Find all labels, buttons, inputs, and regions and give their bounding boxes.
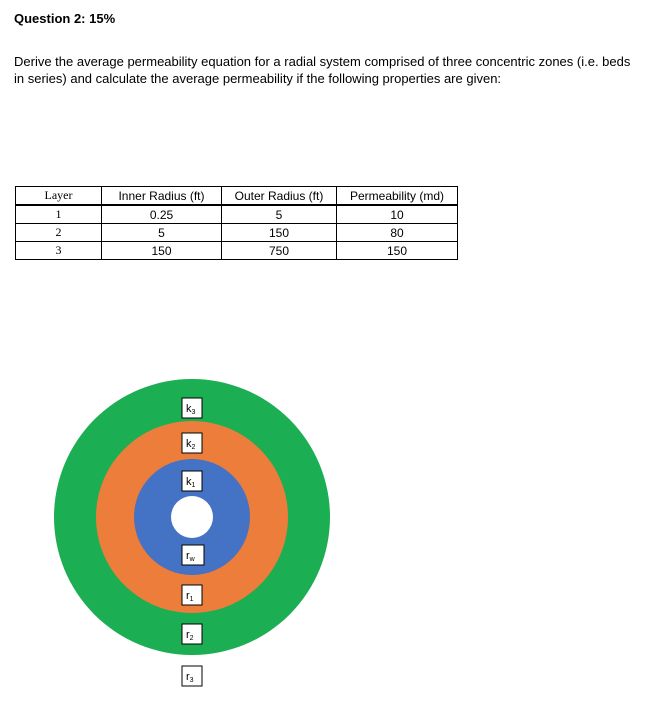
svg-text:k2: k2 [186, 438, 196, 451]
svg-text:rw: rw [186, 550, 195, 563]
header-permeability: Permeability (md) [337, 187, 458, 206]
svg-text:r1: r1 [186, 590, 194, 603]
label-r3 [182, 666, 202, 686]
cell-inner-radius: 5 [102, 224, 222, 242]
cell-layer: 3 [16, 242, 102, 260]
header-inner-radius: Inner Radius (ft) [102, 187, 222, 206]
svg-text:r3: r3 [186, 671, 194, 684]
cell-outer-radius: 150 [222, 224, 337, 242]
cell-outer-radius: 5 [222, 205, 337, 224]
label-r2 [182, 624, 202, 644]
cell-inner-radius: 150 [102, 242, 222, 260]
radial-zones-diagram [50, 380, 340, 690]
table-header-row [16, 187, 458, 206]
table-row [16, 224, 458, 242]
svg-text:r2: r2 [186, 629, 194, 642]
cell-inner-radius: 0.25 [102, 205, 222, 224]
label-r1 [182, 585, 202, 605]
question-text: Derive the average permeability equation for a radial system comprised of three concentric zones (i.e. beds in series) and calculate the average permeability if the following properties are given: [14, 54, 631, 86]
cell-permeability: 10 [337, 205, 458, 224]
cell-permeability: 80 [337, 224, 458, 242]
question-title: Question 2: 15% [14, 11, 116, 26]
table-row [16, 205, 458, 224]
wellbore-circle [171, 496, 213, 538]
properties-table [15, 186, 458, 260]
svg-text:k1: k1 [186, 476, 196, 489]
label-k3 [182, 398, 202, 418]
header-layer: Layer [16, 187, 102, 206]
svg-text:k3: k3 [186, 403, 196, 416]
cell-layer: 2 [16, 224, 102, 242]
cell-layer: 1 [16, 205, 102, 224]
cell-outer-radius: 750 [222, 242, 337, 260]
label-rw [182, 545, 204, 565]
label-k1 [182, 471, 202, 491]
cell-permeability: 150 [337, 242, 458, 260]
label-k2 [182, 433, 202, 453]
table-row [16, 242, 458, 260]
header-outer-radius: Outer Radius (ft) [222, 187, 337, 206]
